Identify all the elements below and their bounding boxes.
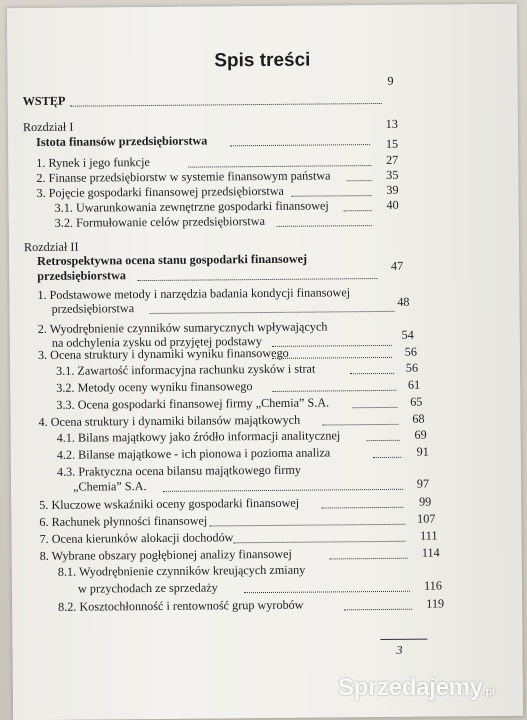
- toc-page-number: 91: [416, 444, 429, 459]
- toc-subentry-label: „Chemia” S.A.: [73, 479, 147, 494]
- dot-leader: [137, 278, 377, 281]
- toc-page-number: 61: [407, 377, 421, 392]
- toc-subentry-label: 3.3. Ocena gospodarki finansowej firmy „Chemia” S.A.: [56, 395, 330, 412]
- toc-subentry-label: 3.1. Uwarunkowania zewnętrzne gospodarki finansowej: [54, 198, 329, 215]
- footer-page-number: 3: [396, 642, 403, 657]
- dot-leader: [373, 457, 401, 458]
- toc-page-number: 114: [421, 545, 440, 560]
- toc-subentry-label: 8.2. Kosztochłonność i rentowność grup wyrobów: [58, 597, 304, 614]
- toc-entry-label: 4. Ocena struktury i dynamiki bilansów majątkowych: [38, 412, 301, 429]
- toc-entry-label: 6. Rachunek płynności finansowej: [39, 513, 208, 529]
- dot-leader: [230, 144, 370, 146]
- dot-leader: [188, 165, 371, 168]
- chapter-title: Retrospektywna ocena stanu gospodarki finansowej: [37, 251, 308, 268]
- toc-entry-label: na odchylenia zysku od przyjętej podstawy: [51, 334, 263, 350]
- dot-leader: [272, 357, 392, 359]
- toc-entry-label: 2. Wyodrębnienie czynników sumarycznych wpływających: [37, 319, 328, 336]
- toc-page-number: 35: [386, 167, 399, 182]
- toc-page-number: 48: [397, 294, 410, 309]
- page-title: Spis treści: [214, 49, 311, 72]
- dot-leader: [244, 591, 410, 593]
- toc-subentry-label: 4.1. Bilans majątkowy jako źródło informacji analitycznej: [56, 428, 341, 445]
- toc-entry-label: 5. Kluczowe wskaźniki oceny gospodarki finansowej: [39, 495, 300, 512]
- dot-leader: [321, 507, 403, 509]
- toc-page-number: 9: [387, 73, 394, 88]
- dot-leader: [163, 489, 403, 492]
- chapter-title: przedsiębiorstwa: [37, 268, 126, 283]
- toc-entry-label: 2. Finanse przedsiębiorstw w systemie finansowym państwa: [36, 168, 331, 185]
- dot-leader: [150, 311, 395, 314]
- toc-page-number: 111: [420, 528, 438, 543]
- toc-page-number: 15: [385, 136, 399, 151]
- toc-page-number: 27: [385, 152, 399, 167]
- watermark-suffix: .pl: [482, 686, 495, 698]
- toc-entry-label: 3. Ocena struktury i dynamiki wyniku finansowego: [37, 345, 289, 362]
- toc-entry-label: 7. Ocena kierunków alokacji dochodów: [39, 530, 234, 546]
- toc-subentry-label: w przychodach ze sprzedaży: [77, 580, 218, 596]
- toc-page-number: 107: [417, 511, 436, 526]
- toc-entry-label: WSTĘP: [22, 93, 66, 109]
- toc-page-number: 47: [390, 258, 404, 273]
- toc-subentry-label: 3.1. Zawartość informacyjna rachunku zysków i strat: [56, 361, 316, 378]
- toc-entry-label: 1. Podstawowe metody i narzędzia badania kondycji finansowej: [37, 285, 351, 302]
- dot-leader: [272, 345, 392, 347]
- toc-entry-label: 8. Wybrane obszary pogłębionej analizy finansowej: [39, 546, 292, 563]
- dot-leader: [234, 541, 406, 544]
- toc-page-number: 39: [386, 182, 399, 197]
- dot-leader: [330, 558, 408, 560]
- watermark-text: Sprzedajemy: [338, 674, 483, 701]
- toc-page-number: 56: [404, 344, 417, 359]
- chapter-title: Istota finansów przedsiębiorstwa: [36, 133, 208, 149]
- chapter-heading: Rozdział II: [23, 239, 79, 255]
- toc-subentry-label: 3.2. Metody oceny wyniku finansowego: [56, 379, 253, 395]
- dot-leader: [209, 524, 405, 527]
- dot-leader: [367, 440, 400, 441]
- dot-leader: [292, 195, 372, 197]
- dot-leader: [277, 225, 372, 227]
- watermark-logo: [338, 674, 495, 702]
- toc-entry-label: 1. Rynek i jego funkcje: [36, 154, 150, 170]
- toc-page-number: 69: [414, 427, 427, 442]
- toc-entry-label: przedsiębiorstwa: [51, 301, 135, 316]
- dot-leader: [272, 390, 396, 392]
- toc-page-number: 56: [405, 360, 419, 375]
- toc-page-number: 54: [401, 327, 414, 342]
- toc-page-number: 99: [418, 494, 432, 509]
- toc-page-number: 65: [410, 394, 423, 409]
- toc-subentry-label: 8.1. Wyodrębnienie czynników kreujących zmiany: [57, 562, 306, 579]
- toc-page-number: 97: [416, 476, 430, 491]
- toc-subentry-label: 3.2. Formułowanie celów przedsiębiorstwa: [54, 213, 266, 230]
- toc-page-number: 116: [424, 578, 443, 593]
- toc-page-number: 40: [386, 197, 399, 212]
- dot-leader: [344, 609, 412, 611]
- chapter-heading: Rozdział I: [22, 119, 74, 135]
- toc-entry-label: 3. Pojęcie gospodarki finansowej przedsiębiorstwa: [36, 183, 284, 200]
- dot-leader: [344, 210, 372, 211]
- footer-rule: [380, 639, 427, 640]
- toc-subentry-label: 4.3. Praktyczna ocena bilansu majątkowego firmy: [56, 462, 302, 479]
- toc-page-number: 119: [426, 596, 445, 611]
- dot-leader: [70, 103, 382, 107]
- toc-subentry-label: 4.2. Bilanse majątkowe - ich pionowa i pozioma analiza: [56, 445, 331, 462]
- book-page: [7, 4, 523, 720]
- dot-leader: [352, 407, 397, 408]
- toc-page-number: 13: [385, 116, 398, 131]
- toc-page-number: 68: [412, 411, 425, 426]
- dot-leader: [323, 424, 399, 426]
